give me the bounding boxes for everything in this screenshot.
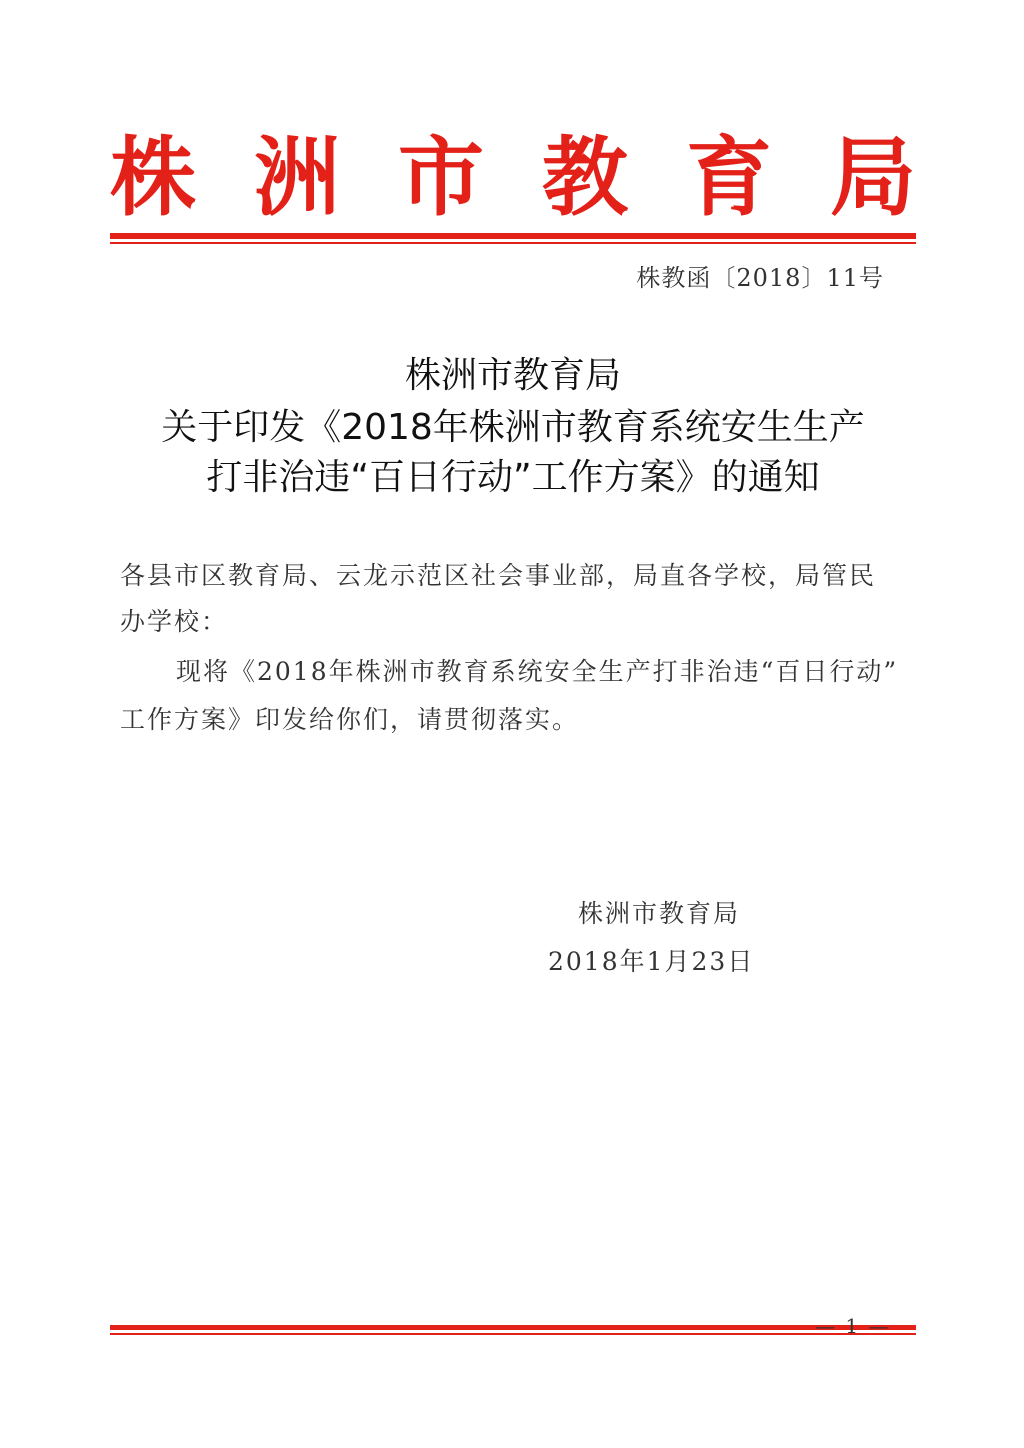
recipients-line-2: 办学校： [120, 607, 229, 636]
notice-title-line-2: 关于印发《2018年株洲市教育系统安生生产 [161, 407, 865, 448]
agency-title-char: 市 [398, 127, 484, 228]
agency-title-char: 局 [830, 127, 916, 228]
header-red-rule [110, 233, 916, 239]
agency-title-char: 教 [542, 127, 628, 228]
recipients-line-1: 各县市区教育局、云龙示范区社会事业部，局直各学校，局管民 [120, 561, 877, 590]
document-number: 株教函〔2018〕11号 [636, 264, 884, 292]
agency-title-char: 育 [686, 127, 772, 228]
agency-title-char: 株 [110, 127, 196, 228]
notice-title-line-3: 打非治违“百日行动”工作方案》的通知 [206, 457, 820, 498]
header-red-rule-thin [110, 242, 916, 244]
agency-title-char: 洲 [254, 127, 340, 228]
signature-issuer: 株洲市教育局 [578, 899, 741, 928]
body-line-2: 工作方案》印发给你们，请贯彻落实。 [120, 705, 580, 734]
signature-date: 2018年1月23日 [548, 947, 755, 976]
body-line-1: 现将《2018年株洲市教育系统安全生产打非治违“百日行动” [176, 657, 899, 686]
notice-title-line-1: 株洲市教育局 [404, 355, 621, 396]
page-number: — 1 — [815, 1314, 891, 1338]
agency-title [110, 128, 916, 228]
footer-red-rule [110, 1325, 916, 1330]
footer-red-rule-thin [110, 1333, 916, 1335]
